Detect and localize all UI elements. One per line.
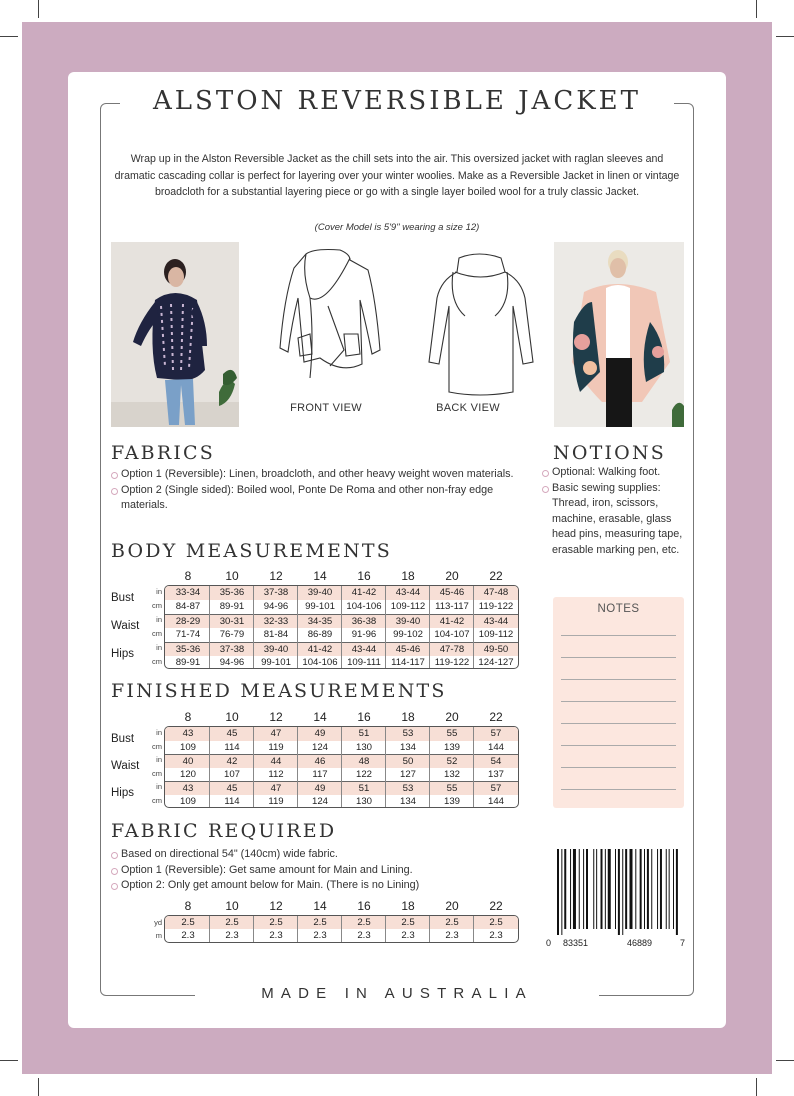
column-divider bbox=[209, 916, 210, 942]
table-cell: 2.3 bbox=[313, 930, 327, 941]
table-cell: 39-40 bbox=[395, 616, 421, 627]
barcode-bar bbox=[630, 849, 633, 929]
fabric-required-table bbox=[164, 915, 519, 943]
size-label: 12 bbox=[269, 569, 283, 583]
crop-mark bbox=[756, 1078, 757, 1096]
barcode-bar bbox=[657, 849, 658, 929]
barcode-bar bbox=[625, 849, 627, 929]
table-cell: 99-102 bbox=[393, 629, 423, 640]
notions-item: Optional: Walking foot. bbox=[541, 465, 689, 481]
front-view-sketch bbox=[270, 246, 385, 401]
table-cell: 81-84 bbox=[263, 629, 289, 640]
size-label: 18 bbox=[401, 569, 415, 583]
table-cell: 41-42 bbox=[351, 587, 377, 598]
size-label: 16 bbox=[357, 899, 371, 913]
table-cell: 37-38 bbox=[219, 644, 245, 655]
table-cell: 119 bbox=[268, 741, 284, 753]
barcode-bar bbox=[579, 849, 580, 929]
table-cell: 124-127 bbox=[478, 657, 514, 668]
table-cell: 99-101 bbox=[261, 657, 291, 668]
table-cell: 119-122 bbox=[478, 601, 514, 612]
barcode-bar bbox=[605, 849, 606, 929]
table-cell: 2.5 bbox=[269, 917, 283, 928]
table-cell: 104-106 bbox=[346, 601, 382, 612]
table-cell: 45 bbox=[226, 728, 238, 739]
column-divider bbox=[429, 916, 430, 942]
row-label: Waist bbox=[111, 759, 140, 772]
column-divider bbox=[429, 727, 430, 807]
barcode-digit: 83351 bbox=[563, 938, 589, 948]
barcode-bar bbox=[673, 849, 674, 929]
column-divider bbox=[473, 586, 474, 668]
table-cell: 2.3 bbox=[489, 930, 503, 941]
table-cell: 51 bbox=[358, 783, 370, 794]
table-cell: 43 bbox=[182, 728, 194, 739]
table-cell: 113-117 bbox=[435, 601, 469, 612]
barcode-bar bbox=[622, 849, 623, 935]
barcode-bar bbox=[640, 849, 642, 929]
crop-mark bbox=[776, 1060, 794, 1061]
table-cell: 49 bbox=[314, 728, 326, 739]
notes-line bbox=[561, 635, 676, 636]
fabrics-item: Option 1 (Reversible): Linen, broadcloth, and other heavy weight woven materials. bbox=[110, 467, 520, 483]
barcode-bar bbox=[676, 849, 678, 935]
notes-line bbox=[561, 723, 676, 724]
size-label: 22 bbox=[489, 569, 503, 583]
barcode-digit: 0 bbox=[546, 938, 552, 948]
table-cell: 43-44 bbox=[395, 587, 421, 598]
table-cell: 109 bbox=[179, 795, 196, 807]
table-cell: 41-42 bbox=[307, 644, 333, 655]
column-divider bbox=[385, 916, 386, 942]
table-cell: 109 bbox=[179, 741, 196, 753]
size-label: 8 bbox=[184, 899, 192, 913]
table-cell: 43-44 bbox=[351, 644, 377, 655]
notes-line bbox=[561, 745, 676, 746]
notions-heading: NOTIONS bbox=[553, 442, 666, 464]
table-cell: 109-112 bbox=[478, 629, 514, 640]
notes-title: NOTES bbox=[597, 603, 640, 615]
table-cell: 120 bbox=[179, 768, 196, 780]
table-cell: 2.5 bbox=[313, 917, 327, 928]
size-label: 8 bbox=[184, 710, 192, 724]
table-cell: 43-44 bbox=[483, 616, 509, 627]
fabrics-heading: FABRICS bbox=[111, 442, 215, 464]
table-cell: 94-96 bbox=[263, 601, 289, 612]
barcode-bar bbox=[583, 849, 584, 929]
crop-mark bbox=[38, 1078, 39, 1096]
size-label: 20 bbox=[445, 569, 459, 583]
table-cell: 57 bbox=[490, 783, 502, 794]
table-cell: 122 bbox=[355, 768, 372, 780]
size-label: 14 bbox=[313, 710, 327, 724]
table-cell: 134 bbox=[399, 795, 416, 807]
table-cell: 33-34 bbox=[175, 587, 201, 598]
finished-measurements-table bbox=[164, 726, 519, 808]
crop-mark bbox=[0, 36, 18, 37]
size-label: 22 bbox=[489, 710, 503, 724]
column-divider bbox=[209, 586, 210, 668]
table-cell: 49-50 bbox=[483, 644, 509, 655]
notes-line bbox=[561, 657, 676, 658]
notes-box bbox=[553, 597, 684, 808]
column-divider bbox=[297, 916, 298, 942]
barcode-bar bbox=[615, 849, 616, 929]
back-view-sketch bbox=[425, 252, 535, 400]
barcode-bar bbox=[601, 849, 603, 929]
size-label: 18 bbox=[401, 899, 415, 913]
table-cell: 35-36 bbox=[175, 644, 201, 655]
row-label: Bust bbox=[111, 732, 135, 745]
page-title: ALSTON REVERSIBLE JACKET bbox=[153, 86, 641, 116]
unit-label: in bbox=[156, 615, 162, 624]
column-divider bbox=[473, 916, 474, 942]
table-cell: 119-122 bbox=[434, 657, 470, 668]
table-cell: 42 bbox=[226, 756, 238, 767]
footer-made-in: MADE IN AUSTRALIA bbox=[261, 985, 533, 1002]
row-label: Bust bbox=[111, 592, 135, 604]
model-photo-back bbox=[554, 242, 684, 427]
column-divider bbox=[297, 586, 298, 668]
table-cell: 2.3 bbox=[357, 930, 371, 941]
table-cell: 41-42 bbox=[439, 616, 465, 627]
table-cell: 2.3 bbox=[269, 930, 283, 941]
unit-label: cm bbox=[152, 741, 162, 751]
unit-label: in bbox=[156, 643, 162, 652]
table-cell: 55 bbox=[446, 728, 458, 739]
unit-label: in bbox=[156, 728, 162, 737]
size-label: 8 bbox=[184, 569, 192, 583]
column-divider bbox=[341, 586, 342, 668]
barcode-bar bbox=[647, 849, 649, 929]
finished-measurements-heading: FINISHED MEASUREMENTS bbox=[111, 680, 447, 702]
table-cell: 47-78 bbox=[439, 644, 465, 655]
size-label: 20 bbox=[445, 899, 459, 913]
back-view-label: BACK VIEW bbox=[436, 402, 500, 414]
column-divider bbox=[341, 727, 342, 807]
fabric-required-list bbox=[110, 847, 530, 894]
table-cell: 45-46 bbox=[395, 644, 421, 655]
row-label: Waist bbox=[111, 620, 140, 632]
notes-line bbox=[561, 789, 676, 790]
column-divider bbox=[341, 916, 342, 942]
model-photo-front bbox=[111, 242, 239, 427]
fabrics-list bbox=[110, 467, 520, 514]
table-cell: 32-33 bbox=[263, 616, 289, 627]
barcode-bar bbox=[669, 849, 670, 929]
table-cell: 48 bbox=[358, 756, 370, 767]
table-cell: 84-87 bbox=[175, 601, 201, 612]
size-label: 20 bbox=[445, 710, 459, 724]
table-cell: 49 bbox=[314, 783, 326, 794]
table-cell: 89-91 bbox=[175, 657, 201, 668]
table-cell: 117 bbox=[312, 768, 328, 780]
cover-note: (Cover Model is 5'9" wearing a size 12) bbox=[314, 222, 480, 233]
fabrics-item: Option 2 (Single sided): Boiled wool, Ponte De Roma and other non-fray edge materials. bbox=[110, 483, 520, 514]
column-divider bbox=[253, 727, 254, 807]
table-cell: 45-46 bbox=[439, 587, 465, 598]
body-measurements-table bbox=[164, 585, 519, 669]
table-cell: 37-38 bbox=[263, 587, 289, 598]
fabric-required-heading: FABRIC REQUIRED bbox=[111, 820, 337, 842]
barcode-bar bbox=[593, 849, 594, 929]
column-divider bbox=[209, 727, 210, 807]
table-cell: 2.3 bbox=[445, 930, 459, 941]
table-cell: 124 bbox=[311, 795, 328, 807]
barcode-bar bbox=[573, 849, 576, 929]
table-cell: 34-35 bbox=[307, 616, 333, 627]
unit-label: cm bbox=[152, 768, 162, 778]
table-cell: 139 bbox=[443, 795, 460, 807]
unit-label: cm bbox=[152, 657, 162, 666]
table-cell: 51 bbox=[358, 728, 370, 739]
crop-mark bbox=[38, 0, 39, 18]
row-label: Hips bbox=[111, 786, 135, 799]
table-cell: 28-29 bbox=[175, 616, 201, 627]
table-cell: 139 bbox=[443, 741, 460, 753]
front-view-label: FRONT VIEW bbox=[290, 402, 362, 414]
size-label: 12 bbox=[269, 710, 283, 724]
size-label: 18 bbox=[401, 710, 415, 724]
barcode-bar bbox=[570, 849, 571, 929]
column-divider bbox=[473, 727, 474, 807]
table-cell: 76-79 bbox=[219, 629, 245, 640]
body-measurements-heading: BODY MEASUREMENTS bbox=[111, 540, 392, 562]
barcode-bar bbox=[666, 849, 667, 929]
unit-label: cm bbox=[152, 795, 162, 805]
table-cell: 2.5 bbox=[225, 917, 239, 928]
table-cell: 112 bbox=[268, 768, 284, 780]
table-cell: 2.5 bbox=[181, 917, 195, 928]
table-cell: 132 bbox=[443, 768, 460, 780]
size-label: 10 bbox=[225, 899, 239, 913]
table-cell: 114-117 bbox=[391, 657, 425, 668]
barcode-bar bbox=[660, 849, 662, 929]
row-label: Hips bbox=[111, 648, 135, 660]
barcode-bar bbox=[564, 849, 566, 929]
table-cell: 44 bbox=[270, 756, 282, 767]
barcode-bar bbox=[651, 849, 652, 929]
notions-item: Basic sewing supplies: Thread, iron, scissors, machine, erasable, glass head pins, measuring tape, erasable marking pen, etc. bbox=[541, 481, 689, 559]
fabric-required-item: Option 1 (Reversible): Get same amount for Main and Lining. bbox=[110, 863, 530, 879]
notes-line bbox=[561, 679, 676, 680]
table-cell: 35-36 bbox=[219, 587, 245, 598]
column-divider bbox=[253, 916, 254, 942]
column-divider bbox=[253, 586, 254, 668]
barcode-bar bbox=[561, 849, 562, 935]
table-cell: 46 bbox=[314, 756, 326, 767]
table-cell: 144 bbox=[487, 741, 504, 753]
table-cell: 137 bbox=[487, 768, 504, 780]
notes-line bbox=[561, 767, 676, 768]
table-cell: 2.5 bbox=[357, 917, 371, 928]
table-cell: 91-96 bbox=[351, 629, 377, 640]
table-cell: 2.3 bbox=[181, 930, 195, 941]
column-divider bbox=[429, 586, 430, 668]
table-cell: 107 bbox=[223, 768, 240, 780]
unit-label: m bbox=[155, 931, 162, 940]
table-cell: 99-101 bbox=[305, 601, 335, 612]
barcode-bar bbox=[596, 849, 597, 929]
notions-list bbox=[541, 465, 689, 559]
barcode-bar bbox=[586, 849, 588, 929]
barcode bbox=[553, 849, 683, 935]
table-cell: 50 bbox=[402, 756, 414, 767]
table-cell: 39-40 bbox=[307, 587, 333, 598]
table-cell: 130 bbox=[355, 741, 372, 753]
fabric-required-item: Option 2: Only get amount below for Main. (There is no Lining) bbox=[110, 878, 530, 894]
size-label: 14 bbox=[313, 569, 327, 583]
barcode-digit: 7 bbox=[680, 938, 686, 948]
table-cell: 127 bbox=[399, 768, 416, 780]
unit-label: in bbox=[156, 755, 162, 764]
barcode-bar bbox=[618, 849, 620, 935]
table-cell: 57 bbox=[490, 728, 502, 739]
table-cell: 45 bbox=[226, 783, 238, 794]
barcode-bar bbox=[635, 849, 636, 929]
table-cell: 124 bbox=[311, 741, 328, 753]
barcode-bar bbox=[608, 849, 611, 929]
table-cell: 54 bbox=[490, 756, 502, 767]
table-cell: 134 bbox=[399, 741, 416, 753]
table-cell: 2.3 bbox=[225, 930, 239, 941]
notes-line bbox=[561, 701, 676, 702]
table-cell: 2.5 bbox=[401, 917, 415, 928]
barcode-bar bbox=[557, 849, 559, 935]
unit-label: cm bbox=[152, 629, 162, 638]
size-label: 22 bbox=[489, 899, 503, 913]
table-cell: 2.3 bbox=[401, 930, 415, 941]
barcode-digit: 46889 bbox=[627, 938, 653, 948]
crop-mark bbox=[0, 1060, 18, 1061]
crop-mark bbox=[756, 0, 757, 18]
unit-label: cm bbox=[152, 601, 162, 610]
table-cell: 30-31 bbox=[219, 616, 245, 627]
table-cell: 43 bbox=[182, 783, 194, 794]
table-cell: 114 bbox=[224, 795, 240, 807]
table-cell: 109-111 bbox=[347, 657, 381, 668]
size-label: 16 bbox=[357, 569, 371, 583]
table-cell: 114 bbox=[224, 741, 240, 753]
fabric-required-item: Based on directional 54" (140cm) wide fabric. bbox=[110, 847, 530, 863]
table-cell: 40 bbox=[182, 756, 194, 767]
unit-label: in bbox=[156, 587, 162, 596]
barcode-bar bbox=[644, 849, 645, 929]
column-divider bbox=[385, 586, 386, 668]
size-label: 10 bbox=[225, 710, 239, 724]
size-label: 14 bbox=[313, 899, 327, 913]
table-cell: 47 bbox=[270, 783, 282, 794]
table-cell: 53 bbox=[402, 783, 414, 794]
table-cell: 130 bbox=[355, 795, 372, 807]
intro-text: Wrap up in the Alston Reversible Jacket as the chill sets into the air. This oversized jacket with raglan sleeves and dramatic cascading collar is perfect for layering over your winter woolies. Make as a Reversible Jacket in linen or vintage broadcloth for a substantial layering piece or go with a single layer boiled wool for a truly classic Jacket. bbox=[114, 153, 680, 199]
table-cell: 104-106 bbox=[302, 657, 338, 668]
table-cell: 47 bbox=[270, 728, 282, 739]
table-cell: 2.5 bbox=[489, 917, 503, 928]
table-cell: 119 bbox=[268, 795, 284, 807]
table-cell: 2.5 bbox=[445, 917, 459, 928]
table-cell: 104-107 bbox=[434, 629, 470, 640]
table-cell: 94-96 bbox=[219, 657, 245, 668]
unit-label: yd bbox=[154, 918, 162, 927]
table-cell: 47-48 bbox=[483, 587, 509, 598]
table-cell: 55 bbox=[446, 783, 458, 794]
crop-mark bbox=[776, 36, 794, 37]
table-cell: 36-38 bbox=[351, 616, 377, 627]
column-divider bbox=[297, 727, 298, 807]
table-cell: 53 bbox=[402, 728, 414, 739]
table-cell: 89-91 bbox=[219, 601, 245, 612]
table-cell: 144 bbox=[487, 795, 504, 807]
size-label: 10 bbox=[225, 569, 239, 583]
table-cell: 86-89 bbox=[307, 629, 333, 640]
table-cell: 109-112 bbox=[390, 601, 426, 612]
size-label: 12 bbox=[269, 899, 283, 913]
table-cell: 39-40 bbox=[263, 644, 289, 655]
unit-label: in bbox=[156, 782, 162, 791]
size-label: 16 bbox=[357, 710, 371, 724]
table-cell: 71-74 bbox=[175, 629, 201, 640]
table-cell: 52 bbox=[446, 756, 458, 767]
column-divider bbox=[385, 727, 386, 807]
